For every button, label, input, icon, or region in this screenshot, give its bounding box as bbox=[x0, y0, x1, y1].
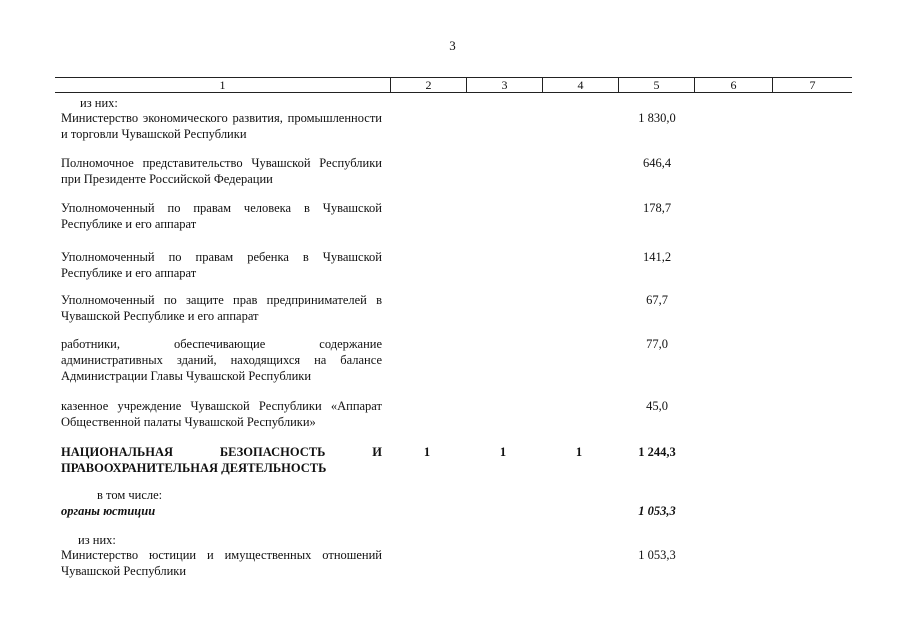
subheading-iz-nikh: из них: bbox=[80, 96, 118, 110]
row-value-national-security-c2: 1 bbox=[423, 445, 431, 459]
header-col-7: 7 bbox=[809, 78, 816, 92]
row-name-justice-ministry: Министерство юстиции и имущественных отношений Чувашской Республики bbox=[61, 548, 382, 578]
header-col-2: 2 bbox=[391, 78, 467, 92]
row-value-entrepreneurs: 67,7 bbox=[646, 293, 668, 307]
header-col-6: 6 bbox=[695, 78, 773, 92]
header-col-1: 1 bbox=[55, 78, 391, 92]
row-value-justice-ministry: 1 053,3 bbox=[638, 548, 676, 562]
row-name-plenipotentiary: Полномочное представительство Чувашской Республики при Президенте Российской Федерации bbox=[61, 156, 382, 186]
page-number: 3 bbox=[449, 38, 456, 53]
row-name-entrepreneurs: Уполномоченный по защите прав предпринимателей в Чувашской Республике и его аппарат bbox=[61, 293, 382, 323]
row-name-economy-ministry: Министерство экономического развития, промышленности и торговли Чувашской Республики bbox=[61, 111, 382, 141]
header-col-3: 3 bbox=[467, 78, 543, 92]
row-value-justice-bodies: 1 053,3 bbox=[638, 504, 676, 518]
row-value-plenipotentiary: 646,4 bbox=[642, 156, 672, 170]
row-value-national-security-c5: 1 244,3 bbox=[638, 445, 676, 459]
subheading-v-tom-chisle: в том числе: bbox=[97, 488, 163, 502]
row-name-admin-buildings: работники, обеспечивающие содержание административных зданий, находящихся на балансе Администрации Главы Чувашской Республики bbox=[61, 337, 382, 383]
row-name-national-security: НАЦИОНАЛЬНАЯ БЕЗОПАСНОСТЬ И ПРАВООХРАНИТЕЛЬНАЯ ДЕЯТЕЛЬНОСТЬ bbox=[61, 445, 382, 475]
row-value-admin-buildings: 77,0 bbox=[646, 337, 668, 351]
row-name-child-rights: Уполномоченный по правам ребенка в Чувашской Республике и его аппарат bbox=[61, 250, 382, 280]
subheading-iz-nikh-2: из них: bbox=[78, 533, 116, 547]
header-col-5: 5 bbox=[619, 78, 695, 92]
row-name-public-chamber: казенное учреждение Чувашской Республики «Аппарат Общественной палаты Чувашской Республики» bbox=[61, 399, 382, 429]
row-value-national-security-c4: 1 bbox=[575, 445, 583, 459]
row-value-human-rights: 178,7 bbox=[642, 201, 672, 215]
row-name-justice-bodies: органы юстиции bbox=[61, 504, 156, 518]
row-value-public-chamber: 45,0 bbox=[646, 399, 668, 413]
row-value-economy-ministry: 1 830,0 bbox=[638, 111, 676, 125]
table-header-row bbox=[55, 77, 852, 93]
header-col-4: 4 bbox=[543, 78, 619, 92]
row-name-human-rights: Уполномоченный по правам человека в Чувашской Республике и его аппарат bbox=[61, 201, 382, 231]
row-value-child-rights: 141,2 bbox=[642, 250, 672, 264]
row-value-national-security-c3: 1 bbox=[499, 445, 507, 459]
